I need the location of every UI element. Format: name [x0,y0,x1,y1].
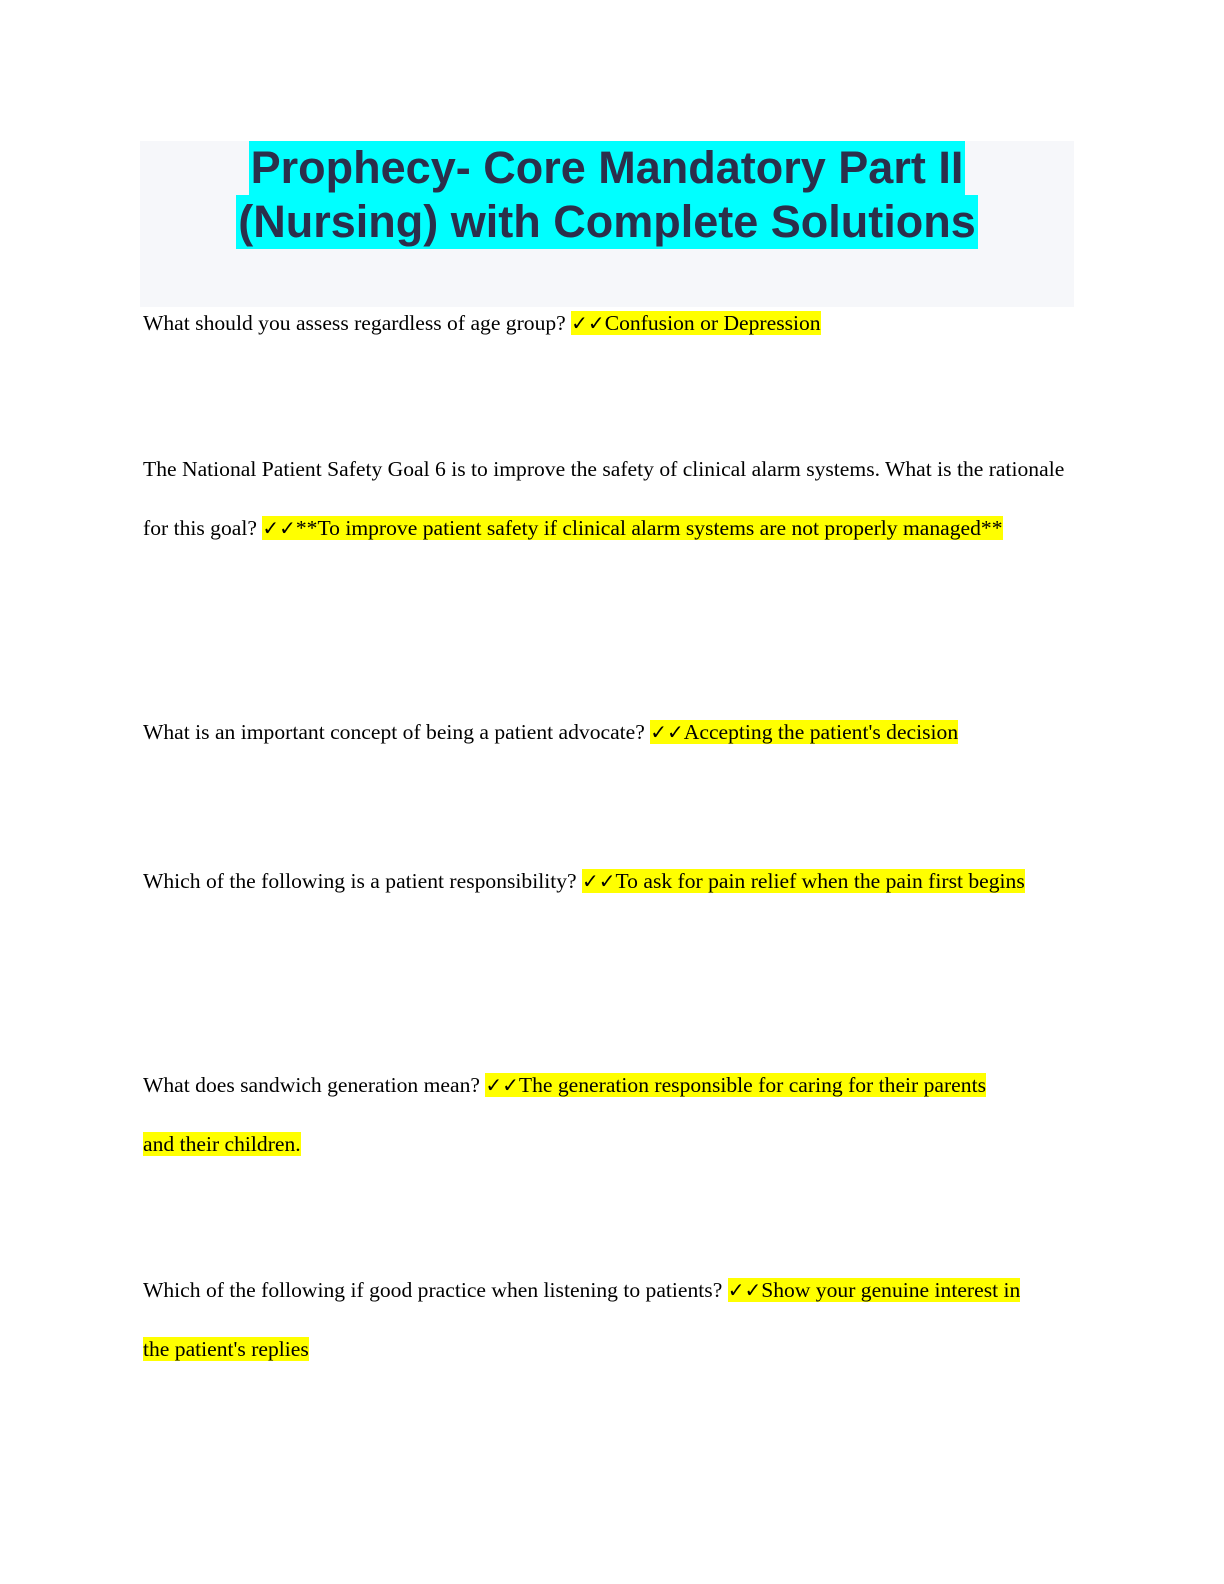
question-text: What is an important concept of being a patient advocate? [143,720,651,744]
question-text: The National Patient Safety Goal 6 is to improve the safety of clinical alarm systems. What is the rationale for this goal? [143,457,1065,540]
double-check-icon: ✓✓ [581,869,616,893]
qa-item-3 [143,703,1083,762]
answer-text: **To improve patient safety if clinical alarm systems are not properly managed** [295,516,1003,540]
qa-item-6 [143,1261,1023,1379]
answer-highlight [571,311,820,335]
answer-text: The generation responsible for caring for their parents and their children. [143,1073,986,1156]
document-title [140,141,1074,249]
question-text: Which of the following if good practice when listening to patients? [143,1278,728,1302]
title-line-2: (Nursing) with Complete Solutions [238,196,976,247]
title-block [140,141,1074,307]
double-check-icon: ✓✓ [571,311,605,335]
qa-item-2 [143,440,1083,558]
answer-text: Confusion or Depression [604,311,821,335]
question-text: What should you assess regardless of age group? [143,311,572,335]
question-text: Which of the following is a patient responsibility? [143,869,582,893]
double-check-icon: ✓✓ [727,1278,762,1302]
double-check-icon: ✓✓ [262,516,296,540]
answer-highlight [262,516,1002,540]
answer-highlight [650,720,958,744]
answer-text: Show your genuine interest in the patient's replies [143,1278,1021,1361]
title-line-1: Prophecy- Core Mandatory Part II [250,142,964,193]
qa-item-4 [143,852,1053,911]
qa-item-5 [143,1056,1013,1174]
answer-highlight [582,869,1025,893]
double-check-icon: ✓✓ [650,720,684,744]
answer-text: Accepting the patient's decision [683,720,959,744]
qa-item-1 [143,294,1083,353]
double-check-icon: ✓✓ [485,1073,519,1097]
answer-text: To ask for pain relief when the pain first begins [615,869,1025,893]
question-text: What does sandwich generation mean? [143,1073,486,1097]
